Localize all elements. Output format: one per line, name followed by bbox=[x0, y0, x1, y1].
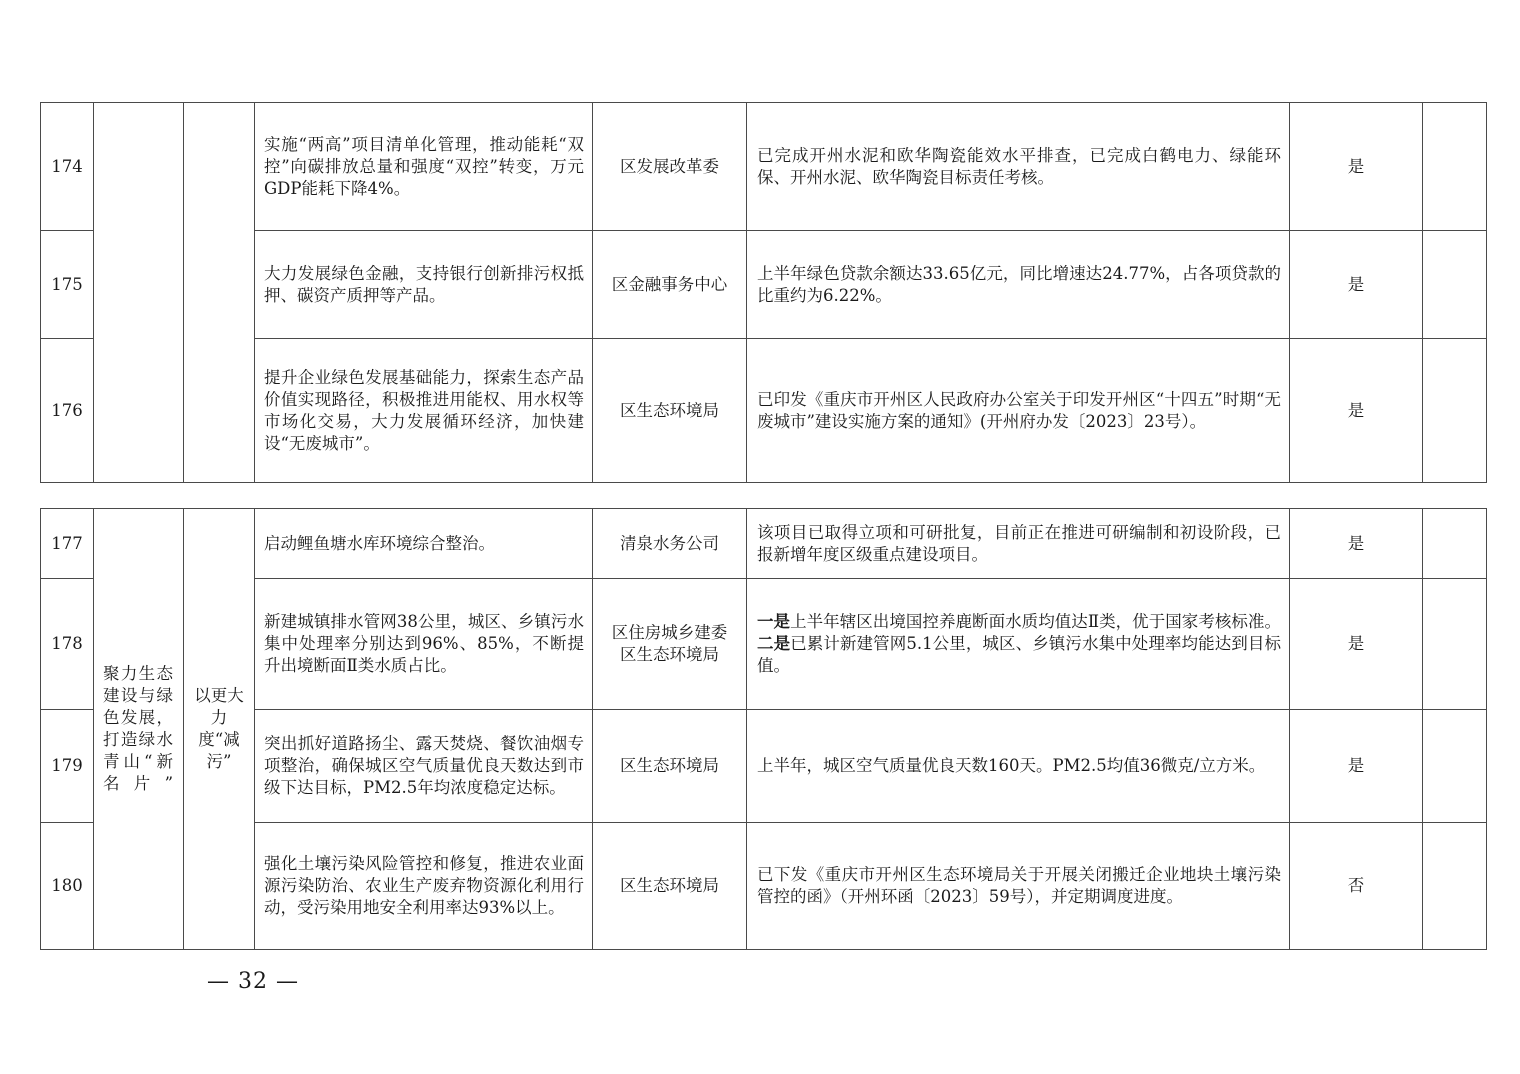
table-row bbox=[41, 710, 1487, 823]
task-table-part-2 bbox=[40, 508, 1487, 950]
row-number: 174 bbox=[41, 103, 94, 231]
progress-description: 已完成开州水泥和欧华陶瓷能效水平排查，已完成白鹤电力、绿能环保、开州水泥、欧华陶瓷目标责任考核。 bbox=[747, 103, 1290, 231]
progress-description: 已下发《重庆市开州区生态环境局关于开展关闭搬迁企业地块土壤污染管控的函》（开州环函〔2023〕59号），并定期调度进度。 bbox=[747, 823, 1290, 950]
completion-status: 是 bbox=[1290, 103, 1423, 231]
dept-name: 区生态环境局 bbox=[620, 645, 719, 664]
dept-name: 区生态环境局 bbox=[620, 756, 719, 775]
row-number: 177 bbox=[41, 509, 94, 579]
point-label: 二是 bbox=[757, 634, 791, 653]
table-row bbox=[41, 509, 1487, 579]
table-row bbox=[41, 231, 1487, 339]
table-row bbox=[41, 823, 1487, 950]
dept-name: 区生态环境局 bbox=[620, 876, 719, 895]
responsible-dept bbox=[593, 710, 747, 823]
task-table-part-1 bbox=[40, 102, 1487, 483]
progress-description: 已印发《重庆市开州区人民政府办公室关于印发开州区“十四五”时期“无废城市”建设实施方案的通知》(开州府办发〔2023〕23号）。 bbox=[747, 339, 1290, 483]
point-text: 上半年辖区出境国控养鹿断面水质均值达Ⅱ类，优于国家考核标准。 bbox=[790, 612, 1282, 631]
point-label: 一是 bbox=[757, 612, 791, 631]
row-number: 180 bbox=[41, 823, 94, 950]
progress-description: 上半年，城区空气质量优良天数160天。PM2.5均值36微克/立方米。 bbox=[747, 710, 1290, 823]
category-cell: 聚力生态建设与绿色发展，打造绿水青山“新名片” bbox=[94, 509, 184, 950]
dept-name: 清泉水务公司 bbox=[620, 533, 719, 553]
row-number: 176 bbox=[41, 339, 94, 483]
dept-name: 区住房城乡建委 bbox=[611, 623, 728, 642]
completion-status: 是 bbox=[1290, 339, 1423, 483]
completion-status: 否 bbox=[1290, 823, 1423, 950]
task-content: 实施“两高”项目清单化管理，推动能耗“双控”向碳排放总量和强度“双控”转变，万元GDP能耗下降4%。 bbox=[255, 103, 593, 231]
row-number: 179 bbox=[41, 710, 94, 823]
responsible-dept: 区生态环境局 bbox=[593, 339, 747, 483]
remark-cell bbox=[1423, 339, 1487, 483]
responsible-dept bbox=[593, 579, 747, 710]
completion-status: 是 bbox=[1290, 710, 1423, 823]
completion-status: 是 bbox=[1290, 231, 1423, 339]
task-content: 大力发展绿色金融，支持银行创新排污权抵押、碳资产质押等产品。 bbox=[255, 231, 593, 339]
row-number: 175 bbox=[41, 231, 94, 339]
progress-description: 该项目已取得立项和可研批复，目前正在推进可研编制和初设阶段，已报新增年度区级重点建设项目。 bbox=[747, 509, 1290, 579]
task-content: 提升企业绿色发展基础能力，探索生态产品价值实现路径，积极推进用能权、用水权等市场化交易，大力发展循环经济，加快建设“无废城市”。 bbox=[255, 339, 593, 483]
progress-description: 上半年绿色贷款余额达33.65亿元，同比增速达24.77%，占各项贷款的比重约为6.22%。 bbox=[747, 231, 1290, 339]
task-content: 突出抓好道路扬尘、露天焚烧、餐饮油烟专项整治，确保城区空气质量优良天数达到市级下达目标，PM2.5年均浓度稳定达标。 bbox=[255, 710, 593, 823]
progress-description bbox=[747, 579, 1290, 710]
remark-cell bbox=[1423, 509, 1487, 579]
page-number: — 32 — bbox=[207, 969, 299, 994]
point-text: 已累计新建管网5.1公里，城区、乡镇污水集中处理率均能达到目标值。 bbox=[757, 634, 1281, 675]
task-content: 启动鲤鱼塘水库环境综合整治。 bbox=[255, 509, 593, 579]
responsible-dept: 区金融事务中心 bbox=[593, 231, 747, 339]
subcategory-cell: 以更大力度“减污” bbox=[184, 509, 255, 950]
completion-status: 是 bbox=[1290, 509, 1423, 579]
remark-cell bbox=[1423, 231, 1487, 339]
responsible-dept bbox=[593, 509, 747, 579]
category-cell bbox=[94, 103, 184, 483]
responsible-dept: 区发展改革委 bbox=[593, 103, 747, 231]
table-row bbox=[41, 103, 1487, 231]
task-content: 强化土壤污染风险管控和修复，推进农业面源污染防治、农业生产废弃物资源化利用行动，受污染用地安全利用率达93%以上。 bbox=[255, 823, 593, 950]
subcategory-cell bbox=[184, 103, 255, 483]
table-row bbox=[41, 579, 1487, 710]
remark-cell bbox=[1423, 823, 1487, 950]
table-row bbox=[41, 339, 1487, 483]
completion-status: 是 bbox=[1290, 579, 1423, 710]
responsible-dept bbox=[593, 823, 747, 950]
remark-cell bbox=[1423, 710, 1487, 823]
remark-cell bbox=[1423, 103, 1487, 231]
remark-cell bbox=[1423, 579, 1487, 710]
row-number: 178 bbox=[41, 579, 94, 710]
task-content: 新建城镇排水管网38公里，城区、乡镇污水集中处理率分别达到96%、85%，不断提升出境断面Ⅱ类水质占比。 bbox=[255, 579, 593, 710]
